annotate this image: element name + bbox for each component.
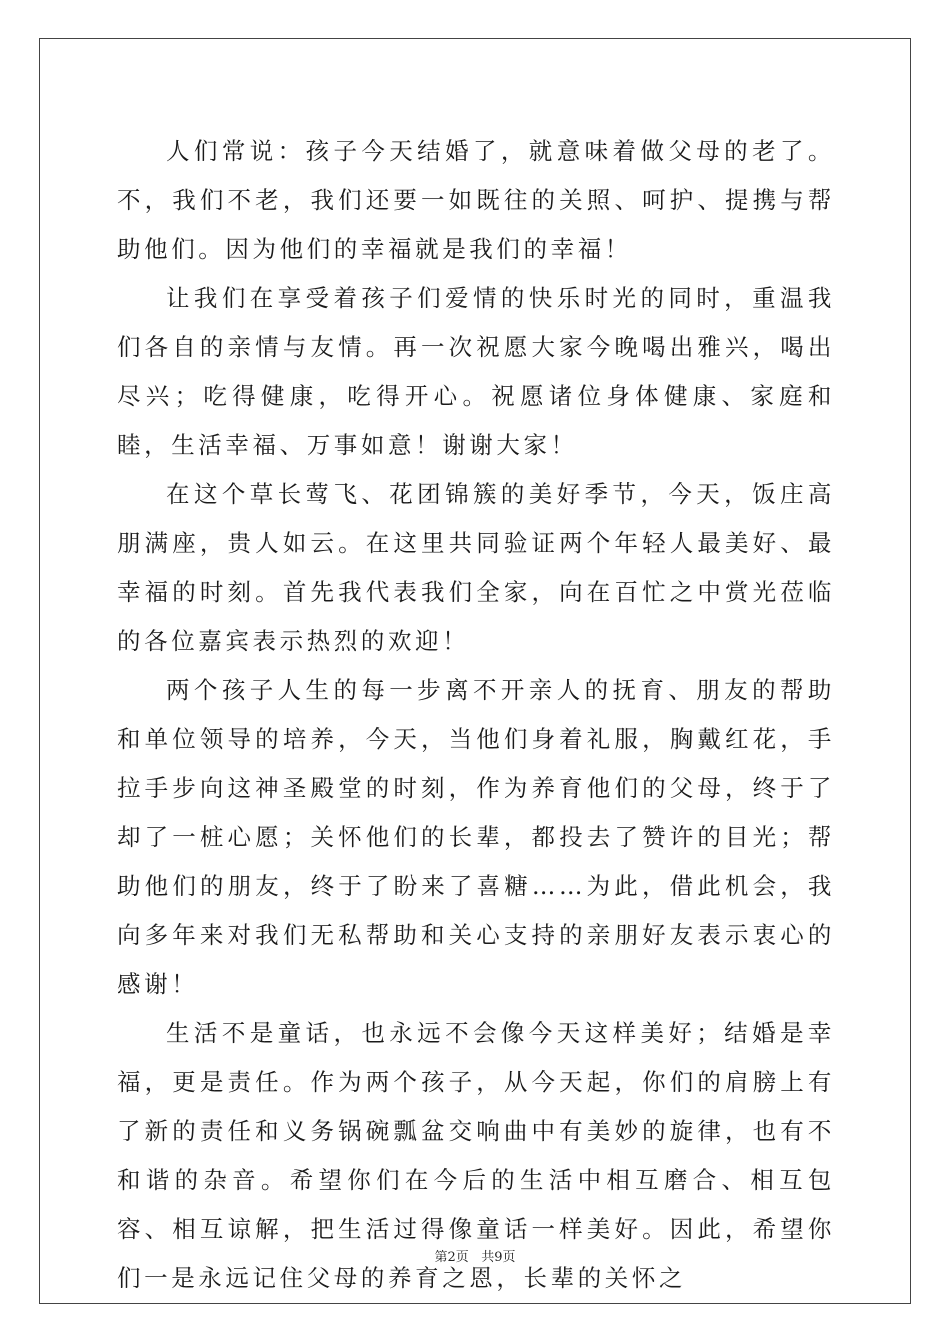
page-total: 共9页 (481, 1250, 516, 1265)
document-body (117, 127, 835, 1303)
paragraph-4: 两个孩子人生的每一步离不开亲人的抚育、朋友的帮助和单位领导的培养，今天，当他们身着礼服，胸戴红花，手拉手步向这神圣殿堂的时刻，作为养育他们的父母，终于了却了一桩心愿；关怀他们的长辈，都投去了赞许的目光；帮助他们的朋友，终于了盼来了喜糖……为此，借此机会，我向多年来对我们无私帮助和关心支持的亲朋好友表示衷心的感谢！ (117, 676, 835, 998)
paragraph-2: 让我们在享受着孩子们爱情的快乐时光的同时，重温我们各自的亲情与友情。再一次祝愿大家今晚喝出雅兴，喝出尽兴；吃得健康，吃得开心。祝愿诸位身体健康、家庭和睦，生活幸福、万事如意！谢谢大家！ (117, 284, 835, 459)
paragraph-3: 在这个草长莺飞、花团锦簇的美好季节，今天，饭庄高朋满座，贵人如云。在这里共同验证两个年轻人最美好、最幸福的时刻。首先我代表我们全家，向在百忙之中赏光莅临的各位嘉宾表示热烈的欢迎！ (117, 480, 835, 655)
page-footer (0, 1246, 950, 1265)
paragraph-5: 生活不是童话，也永远不会像今天这样美好；结婚是幸福，更是责任。作为两个孩子，从今天起，你们的肩膀上有了新的责任和义务锅碗瓢盆交响曲中有美妙的旋律，也有不和谐的杂音。希望你们在今后的生活中相互磨合、相互包容、相互谅解，把生活过得像童话一样美好。因此，希望你们一是永远记住父母的养育之恩，长辈的关怀之 (117, 1019, 835, 1292)
paragraph-1: 人们常说：孩子今天结婚了，就意味着做父母的老了。不，我们不老，我们还要一如既往的关照、呵护、提携与帮助他们。因为他们的幸福就是我们的幸福！ (117, 137, 835, 263)
page-number: 第2页 (434, 1250, 469, 1265)
